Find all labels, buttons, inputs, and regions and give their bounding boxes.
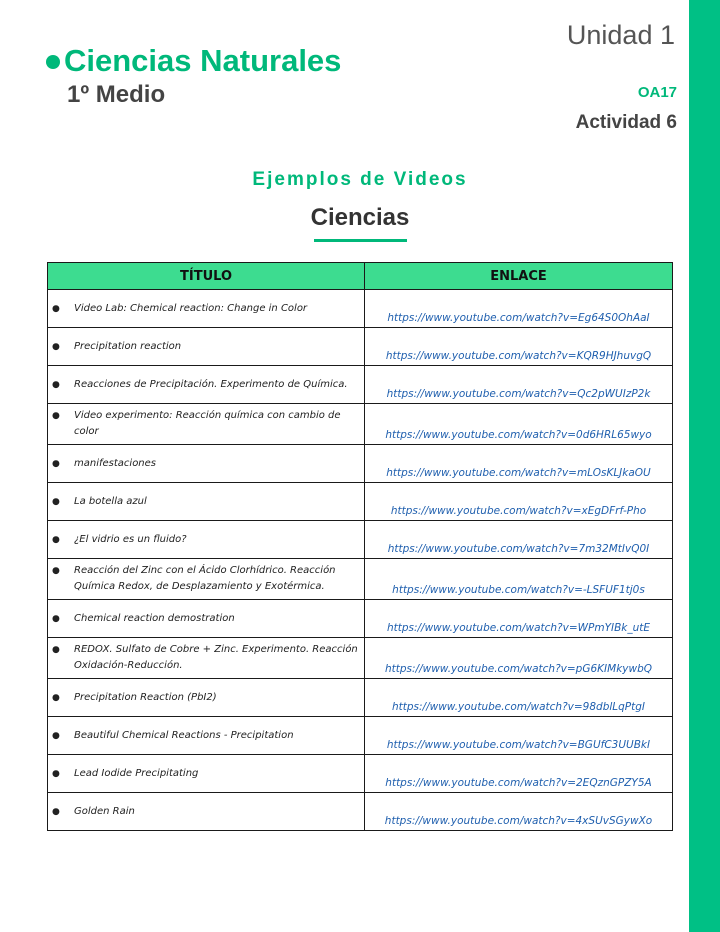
video-link[interactable]: https://www.youtube.com/watch?v=0d6HRL65wyo <box>385 429 652 441</box>
video-link[interactable]: https://www.youtube.com/watch?v=-LSFUF1tj0s <box>392 584 645 596</box>
video-title-cell <box>48 559 365 600</box>
video-title-cell <box>48 521 365 559</box>
video-link-cell <box>365 717 673 755</box>
video-link-cell <box>365 638 673 679</box>
table-row <box>48 328 673 366</box>
video-link-cell <box>365 755 673 793</box>
video-title-text: Golden Rain <box>74 805 135 817</box>
video-link-cell <box>365 793 673 831</box>
video-link-cell <box>365 366 673 404</box>
video-title-cell <box>48 483 365 521</box>
video-link[interactable]: https://www.youtube.com/watch?v=2EQznGPZY5A <box>385 777 652 789</box>
subsection-underline <box>314 239 407 242</box>
table-row <box>48 638 673 679</box>
video-link[interactable]: https://www.youtube.com/watch?v=WPmYIBk_utE <box>386 622 651 634</box>
table-row <box>48 600 673 638</box>
video-title <box>48 335 364 359</box>
bullet-dot-icon <box>46 55 60 69</box>
bullet-icon: ● <box>52 768 60 779</box>
table-row <box>48 793 673 831</box>
bullet-icon: ● <box>52 458 60 469</box>
table-row <box>48 521 673 559</box>
video-link-cell <box>365 559 673 600</box>
video-link[interactable]: https://www.youtube.com/watch?v=pG6KIMkywbQ <box>384 663 653 675</box>
table-row <box>48 559 673 600</box>
bullet-icon: ● <box>52 730 60 741</box>
video-title <box>48 404 364 444</box>
video-link[interactable]: https://www.youtube.com/watch?v=KQR9HJhuvgQ <box>385 350 652 362</box>
video-link-cell <box>365 600 673 638</box>
video-title-cell <box>48 679 365 717</box>
video-link[interactable]: https://www.youtube.com/watch?v=xEgDFrf-Pho <box>390 505 647 517</box>
video-title-cell <box>48 328 365 366</box>
bullet-icon: ● <box>52 806 60 817</box>
video-title-text: Lead Iodide Precipitating <box>74 767 199 779</box>
table-row <box>48 679 673 717</box>
video-link-cell <box>365 521 673 559</box>
video-link-cell <box>365 483 673 521</box>
video-title-text: Video experimento: Reacción química con cambio de color <box>74 410 341 437</box>
video-link[interactable]: https://www.youtube.com/watch?v=4xSUvSGywXo <box>384 815 653 827</box>
video-link-cell <box>365 404 673 445</box>
video-title-text: La botella azul <box>74 495 147 507</box>
video-title-text: Video Lab: Chemical reaction: Change in Color <box>74 302 308 314</box>
table-row <box>48 483 673 521</box>
video-title <box>48 373 364 397</box>
table-row <box>48 717 673 755</box>
unit-label: Unidad 1 <box>566 20 675 50</box>
video-title-cell <box>48 290 365 328</box>
subject-title <box>46 43 341 79</box>
video-link[interactable]: https://www.youtube.com/watch?v=7m32MtIvQ0I <box>387 543 650 555</box>
video-title-text: Beautiful Chemical Reactions - Precipitation <box>74 729 294 741</box>
video-link[interactable]: https://www.youtube.com/watch?v=98dblLqPtgI <box>391 701 646 713</box>
column-header-link: ENLACE <box>365 263 673 290</box>
video-title-cell <box>48 638 365 679</box>
table-header-row <box>48 263 673 290</box>
column-header-title: TÍTULO <box>48 263 365 290</box>
video-title-cell <box>48 404 365 445</box>
video-title-text: Chemical reaction demostration <box>74 612 235 624</box>
video-link-cell <box>365 328 673 366</box>
bullet-icon: ● <box>52 341 60 352</box>
video-title <box>48 800 364 824</box>
video-title <box>48 528 364 552</box>
bullet-icon: ● <box>52 411 60 421</box>
video-link[interactable]: https://www.youtube.com/watch?v=Qc2pWUIzP2k <box>386 388 651 400</box>
video-title <box>48 607 364 631</box>
bullet-icon: ● <box>52 379 60 390</box>
bullet-icon: ● <box>52 303 60 314</box>
video-title <box>48 686 364 710</box>
videos-table <box>47 262 673 831</box>
video-link-cell <box>365 290 673 328</box>
video-title <box>48 490 364 514</box>
video-title <box>48 762 364 786</box>
objective-code: OA17 <box>637 84 677 101</box>
video-title-text: Precipitation reaction <box>74 340 182 352</box>
video-title-cell <box>48 717 365 755</box>
bullet-icon: ● <box>52 645 60 655</box>
table-row <box>48 366 673 404</box>
table-row <box>48 290 673 328</box>
video-title <box>48 724 364 748</box>
table-row <box>48 445 673 483</box>
side-accent-bar <box>689 0 720 932</box>
video-link[interactable]: https://www.youtube.com/watch?v=mLOsKLJkaOU <box>386 467 651 479</box>
bullet-icon: ● <box>52 534 60 545</box>
video-title-text: REDOX. Sulfato de Cobre + Zinc. Experimento. Reacción Oxidación-Reducción. <box>74 644 358 671</box>
table-row <box>48 404 673 445</box>
video-link-cell <box>365 679 673 717</box>
video-link[interactable]: https://www.youtube.com/watch?v=BGUfC3UUBkI <box>386 739 651 751</box>
video-link-cell <box>365 445 673 483</box>
video-title-cell <box>48 755 365 793</box>
table-row <box>48 755 673 793</box>
grade-label: 1º Medio <box>67 81 166 108</box>
subject-name: Ciencias Naturales <box>64 43 342 78</box>
video-title-text: manifestaciones <box>74 457 157 469</box>
video-title-cell <box>48 793 365 831</box>
video-title-text: Reacciones de Precipitación. Experimento de Química. <box>74 378 348 390</box>
video-title <box>48 297 364 321</box>
video-title-text: ¿El vidrio es un fluido? <box>74 533 187 545</box>
video-title-cell <box>48 600 365 638</box>
video-title <box>48 559 364 599</box>
subsection-title: Ciencias <box>310 204 410 231</box>
bullet-icon: ● <box>52 692 60 703</box>
video-link[interactable]: https://www.youtube.com/watch?v=Eg64S0OhAaI <box>387 312 650 324</box>
video-title <box>48 452 364 476</box>
video-title-text: Precipitation Reaction (PbI2) <box>74 691 217 703</box>
section-title: Ejemplos de Videos <box>252 169 468 190</box>
video-title <box>48 638 364 678</box>
bullet-icon: ● <box>52 613 60 624</box>
activity-label: Actividad 6 <box>575 112 677 133</box>
video-title-cell <box>48 445 365 483</box>
bullet-icon: ● <box>52 566 60 576</box>
video-title-text: Reacción del Zinc con el Ácido Clorhídrico. Reacción Química Redox, de Desplazamiento y Exotérmica. <box>74 565 336 592</box>
bullet-icon: ● <box>52 496 60 507</box>
video-title-cell <box>48 366 365 404</box>
